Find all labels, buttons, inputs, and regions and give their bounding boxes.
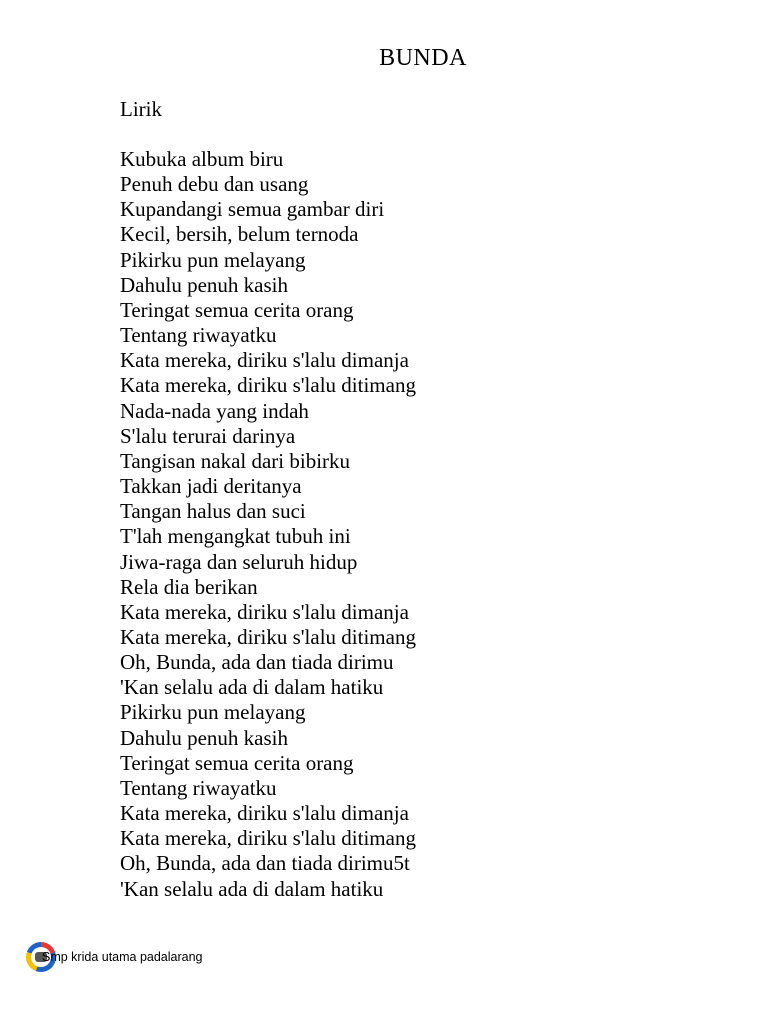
document-subtitle: Lirik (120, 97, 162, 121)
lyrics-list (120, 147, 416, 902)
document-title: BUNDA (379, 45, 467, 71)
lyric-line: Dahulu penuh kasih (120, 725, 288, 750)
lyric-line: 'Kan selalu ada di dalam hatiku (120, 876, 384, 901)
lyric-line: Jiwa-raga dan seluruh hidup (120, 549, 358, 574)
lyric-line: Takkan jadi deritanya (120, 474, 302, 499)
lyric-line: Kata mereka, diriku s'lalu dimanja (120, 599, 409, 624)
lyric-line: Pikirku pun melayang (120, 700, 306, 725)
lyric-line: Teringat semua cerita orang (120, 297, 354, 322)
lyric-line: Dahulu penuh kasih (120, 272, 288, 297)
lyric-line: 'Kan selalu ada di dalam hatiku (120, 675, 384, 700)
lyric-line: Oh, Bunda, ada dan tiada dirimu (120, 650, 394, 675)
lyric-line: Kecil, bersih, belum ternoda (120, 222, 359, 247)
lyric-line: Teringat semua cerita orang (120, 750, 354, 775)
lyric-line: Tentang riwayatku (120, 323, 277, 348)
lyric-line: Kata mereka, diriku s'lalu ditimang (120, 373, 416, 398)
lyric-line: Oh, Bunda, ada dan tiada dirimu5t (120, 851, 410, 876)
lyric-line: Nada-nada yang indah (120, 398, 309, 423)
lyric-line: Penuh debu dan usang (120, 172, 309, 197)
lyric-line: Kata mereka, diriku s'lalu ditimang (120, 624, 416, 649)
lyric-line: Kata mereka, diriku s'lalu dimanja (120, 348, 409, 373)
footer-text: Smp krida utama padalarang (42, 950, 203, 964)
footer (26, 941, 203, 973)
lyric-line: Kata mereka, diriku s'lalu dimanja (120, 801, 409, 826)
lyric-line: Pikirku pun melayang (120, 247, 306, 272)
lyric-line: Kata mereka, diriku s'lalu ditimang (120, 826, 416, 851)
lyric-line: S'lalu terurai darinya (120, 423, 296, 448)
lyric-line: Kubuka album biru (120, 147, 284, 171)
lyric-line: Rela dia berikan (120, 574, 258, 599)
lyric-line: Tangisan nakal dari bibirku (120, 448, 351, 473)
lyric-line: T'lah mengangkat tubuh ini (120, 524, 351, 549)
lyric-line: Tentang riwayatku (120, 775, 277, 800)
lyric-line: Tangan halus dan suci (120, 499, 306, 524)
lyric-line: Kupandangi semua gambar diri (120, 197, 385, 222)
